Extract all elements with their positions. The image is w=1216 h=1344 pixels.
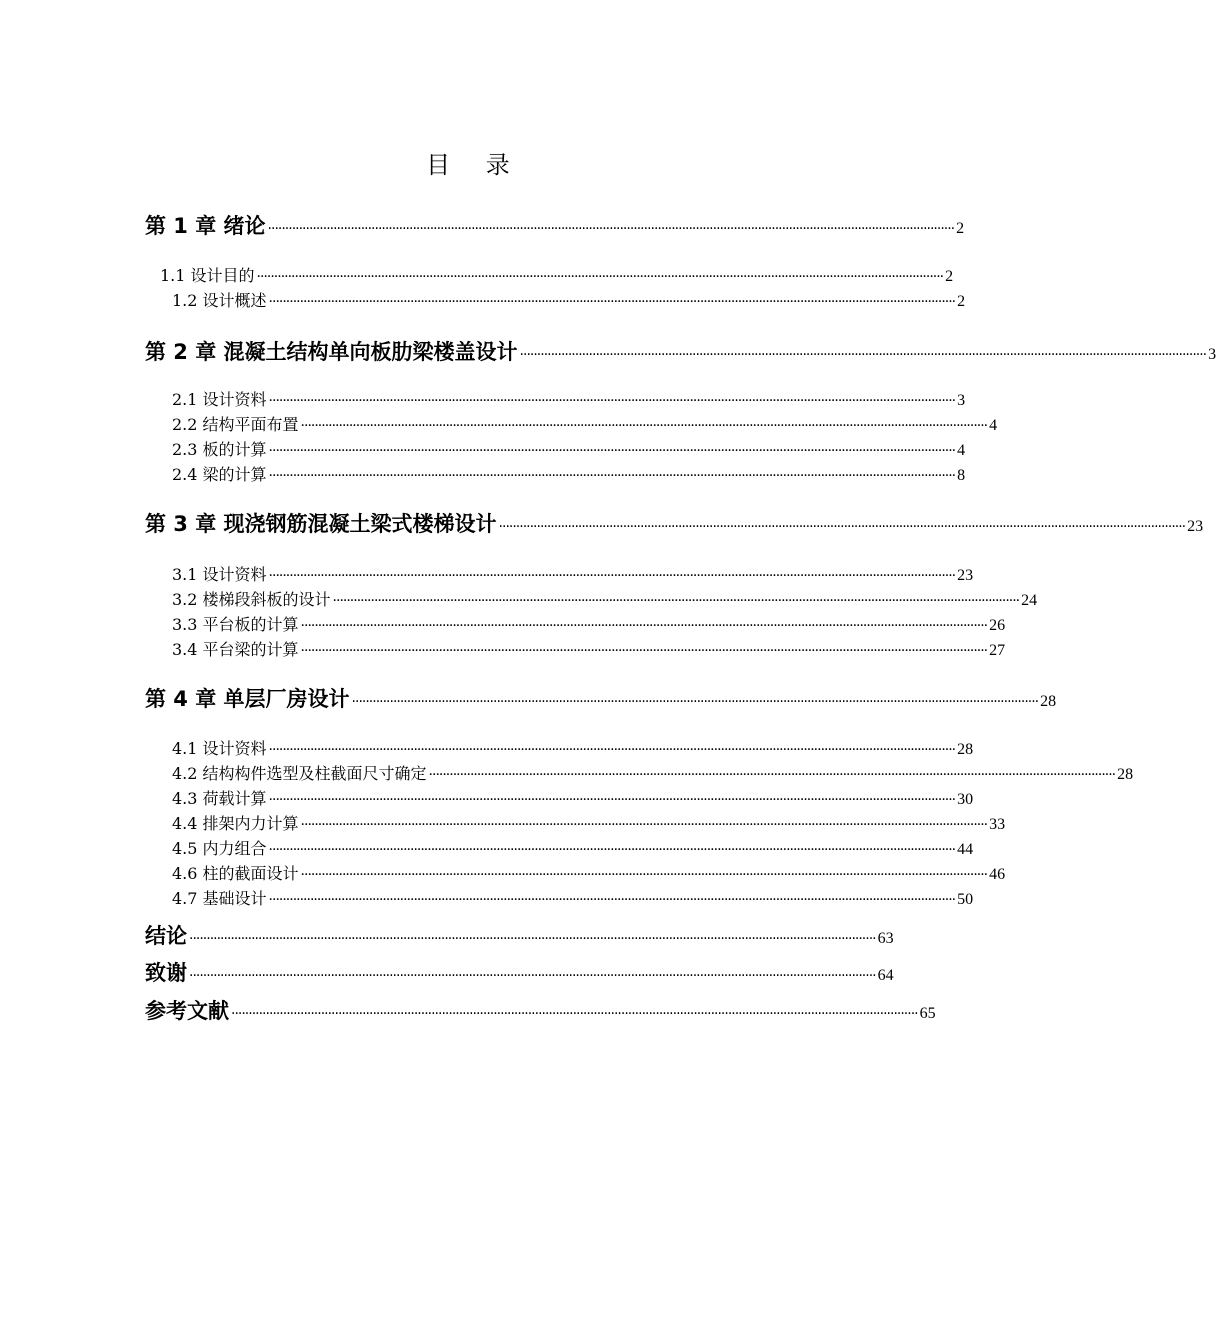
toc-page-number: 8	[957, 467, 966, 484]
toc-page-number: 27	[989, 642, 1006, 659]
toc-dot-leader: ·······································································································································································································	[231, 1006, 918, 1022]
toc-page-number: 23	[957, 567, 974, 584]
toc-page-number: 64	[877, 967, 894, 984]
toc-entry-label: 4.5 内力组合	[172, 839, 267, 858]
toc-page-number: 24	[1021, 592, 1038, 609]
toc-page-number: 28	[1040, 693, 1057, 710]
toc-dot-leader: ·······································································································································································································	[268, 393, 956, 409]
toc-section-entry	[172, 387, 966, 410]
toc-entry-label: 2.1 设计资料	[172, 390, 267, 409]
toc-dot-leader: ·······································································································································································································	[268, 842, 956, 858]
toc-section-entry	[172, 761, 1134, 784]
toc-chapter-entry	[145, 920, 894, 950]
toc-section-entry	[172, 412, 998, 435]
toc-chapter-entry	[145, 995, 936, 1025]
toc-page-number: 26	[989, 617, 1006, 634]
toc-page-number: 2	[957, 293, 966, 310]
toc-entry-label: 1.2 设计概述	[172, 291, 267, 310]
toc-entry-label: 4.2 结构构件选型及柱截面尺寸确定	[172, 764, 427, 783]
toc-dot-leader: ·······································································································································································································	[300, 817, 988, 833]
toc-entry-label: 致谢	[145, 961, 187, 985]
toc-section-entry	[172, 437, 966, 460]
toc-entry-label: 结论	[145, 924, 187, 948]
toc-section-entry	[172, 836, 974, 859]
toc-entry-label: 3.2 楼梯段斜板的设计	[172, 590, 331, 609]
toc-section-entry	[172, 587, 1038, 610]
toc-section-entry	[172, 886, 974, 909]
toc-entry-label: 4.6 柱的截面设计	[172, 864, 299, 883]
toc-page-number: 63	[877, 930, 894, 947]
toc-entry-label: 第 4 章 单层厂房设计	[145, 687, 350, 711]
toc-dot-leader: ·······································································································································································································	[268, 568, 956, 584]
toc-page-number: 65	[919, 1005, 936, 1022]
toc-section-entry	[172, 288, 966, 311]
toc-dot-leader: ·······································································································································································································	[268, 792, 956, 808]
toc-dot-leader: ·······································································································································································································	[300, 418, 988, 434]
toc-dot-leader: ·······································································································································································································	[268, 742, 956, 758]
toc-entry-label: 第 2 章 混凝土结构单向板肋梁楼盖设计	[145, 340, 518, 364]
toc-dot-leader: ·······································································································································································································	[268, 443, 956, 459]
toc-entry-label: 参考文献	[145, 999, 229, 1023]
toc-page-number: 30	[957, 791, 974, 808]
toc-dot-leader: ·······································································································································································································	[519, 347, 1207, 363]
toc-entry-label: 1.1 设计目的	[160, 266, 255, 285]
toc-page-number: 3	[957, 392, 966, 409]
toc-page-number: 46	[989, 866, 1006, 883]
toc-entry-label: 2.2 结构平面布置	[172, 415, 299, 434]
toc-chapter-entry	[145, 683, 1057, 713]
toc-section-entry	[172, 861, 1006, 884]
toc-dot-leader: ·······································································································································································································	[268, 892, 956, 908]
toc-entry-label: 4.4 排架内力计算	[172, 814, 299, 833]
toc-chapter-entry	[145, 957, 894, 987]
toc-dot-leader: ·······································································································································································································	[268, 468, 956, 484]
toc-dot-leader: ·······································································································································································································	[351, 694, 1039, 710]
toc-dot-leader: ·······································································································································································································	[428, 767, 1116, 783]
toc-dot-leader: ·······································································································································································································	[189, 968, 876, 984]
toc-entry-label: 4.3 荷载计算	[172, 789, 267, 808]
toc-page-number: 44	[957, 841, 974, 858]
toc-section-entry	[172, 612, 1006, 635]
toc-entry-label: 3.3 平台板的计算	[172, 615, 299, 634]
toc-page-number: 23	[1187, 518, 1204, 535]
toc-page-number: 3	[1208, 346, 1216, 363]
toc-section-entry	[172, 462, 966, 485]
toc-dot-leader: ·······································································································································································································	[267, 221, 955, 237]
toc-dot-leader: ·······································································································································································································	[498, 519, 1186, 535]
toc-dot-leader: ·······································································································································································································	[256, 269, 944, 285]
toc-chapter-entry	[145, 508, 1204, 538]
toc-page-number: 4	[957, 442, 966, 459]
toc-section-entry	[160, 263, 954, 286]
toc-dot-leader: ·······································································································································································································	[300, 643, 988, 659]
toc-dot-leader: ·······································································································································································································	[300, 618, 988, 634]
toc-entry-label: 第 1 章 绪论	[145, 214, 266, 238]
toc-entry-label: 2.3 板的计算	[172, 440, 267, 459]
toc-entry-label: 第 3 章 现浇钢筋混凝土梁式楼梯设计	[145, 512, 497, 536]
page-title: 目 录	[426, 151, 524, 179]
toc-entry-label: 2.4 梁的计算	[172, 465, 267, 484]
toc-page-number: 28	[957, 741, 974, 758]
toc-entry-label: 3.1 设计资料	[172, 565, 267, 584]
toc-page-number: 2	[945, 268, 954, 285]
toc-entry-label: 3.4 平台梁的计算	[172, 640, 299, 659]
toc-section-entry	[172, 562, 974, 585]
toc-page-number: 2	[956, 220, 965, 237]
toc-section-entry	[172, 811, 1006, 834]
toc-chapter-entry	[145, 336, 1216, 366]
toc-dot-leader: ·······································································································································································································	[332, 593, 1020, 609]
toc-page-number: 4	[989, 417, 998, 434]
toc-entry-label: 4.1 设计资料	[172, 739, 267, 758]
toc-page-number: 28	[1117, 766, 1134, 783]
toc-section-entry	[172, 736, 974, 759]
toc-dot-leader: ·······································································································································································································	[268, 294, 956, 310]
toc-dot-leader: ·······································································································································································································	[189, 931, 876, 947]
toc-section-entry	[172, 637, 1006, 660]
toc-chapter-entry	[145, 210, 965, 240]
toc-page-number: 33	[989, 816, 1006, 833]
toc-dot-leader: ·······································································································································································································	[300, 867, 988, 883]
toc-section-entry	[172, 786, 974, 809]
toc-entry-label: 4.7 基础设计	[172, 889, 267, 908]
toc-page-number: 50	[957, 891, 974, 908]
